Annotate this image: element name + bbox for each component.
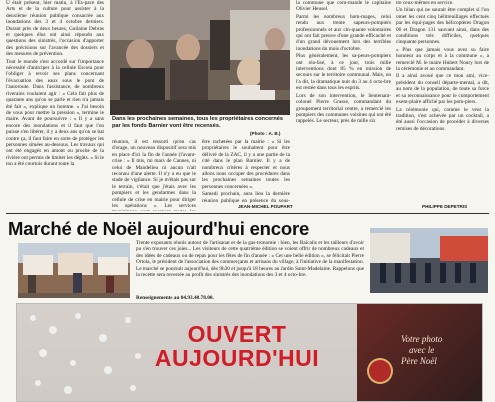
paragraph: Il a ainsi avoué que ce mon ami, vice-président du conseil départe-mental, a dit, au nom de la population, de toute sa force et sa reconnaissance pour le comportement exem-plaire affiché par les pom-piers. — [396, 73, 489, 106]
ad-image-area — [357, 304, 482, 401]
article-column-3 — [202, 139, 290, 203]
paragraph: La cérémonie qui, comme le veut la tradition, s'est achevée par un cocktail, a été aussi l'occasion de procéder à diverses remises de décorations. — [396, 106, 489, 132]
paragraph: Parmi les nombreux hom-mages, celui rendu aux trente sapeurs-pompiers professionnels et aux cin-quante volontaires qui ont fait preuve d'une grande efficacité et d'un grand dévouement lors des terribles inondations du mois d'octobre. — [296, 13, 391, 52]
paragraph: Un bilan qui ne saurait être complet si l'on omet les cent cinq hélitreuillages effectués par les équi-pages des hélicoptères Dragon 06 et Dragon 131 sauvant ainsi, dans des conditions très difficiles, quelques cinquante personnes. — [396, 7, 489, 46]
ad-subtitle-line3: Père Noël — [401, 356, 437, 366]
paragraph: Lors de son intervention, le lieutenant-colonel Pierre Grasse, commandant du groupement territorial centre, a remercié les pompiers des communes voisines qui ont été rappelés. Le secteur, près de mille six — [296, 92, 391, 125]
section-divider — [6, 213, 489, 214]
ad-subtitle-line1: Votre photo — [401, 334, 443, 344]
market-photo-left — [18, 243, 130, 298]
ad-title-line2: AUJOURD'HUI — [154, 345, 320, 371]
article-column-1 — [6, 0, 104, 212]
paragraph: Samedi prochain, aura lieu la dernière réunion publique en présence du sous- — [202, 191, 290, 203]
photo-credit: (Photo : A. B.) — [250, 131, 281, 136]
contact-info: Renseignements au 04.93.48.78.00. — [136, 295, 214, 301]
paragraph: « Plus que jamais vous avez su faire honneur au corps et à la commune », a remercié M. le maire Hubert Noury lors de la cérémonie et au commandant. — [396, 46, 489, 73]
market-stalls-photo — [18, 243, 130, 298]
market-contact — [136, 295, 364, 302]
ad-title-line1: OUVERT — [187, 321, 287, 347]
advertisement-banner — [16, 303, 483, 402]
paragraph: la commune que com-mande le capitaine Olivier Heusel. — [296, 0, 391, 13]
paragraph: U était présent, hier matin, à l'Es-pace des Arts et de la culture pour assister à la deuxième réunion publique consacrée aux inondations des 3 et 4 octobre derniers. Durant près de deux heures, Guilaine Debras et quelques élus ont ainsi répondu aux questions des sinistrés, l'occasion d'apporter des précisions sur l'avancée des dossiers et des mesures de prévention. — [6, 0, 104, 58]
paragraph: tre ceux-mêmes en service. — [396, 0, 454, 6]
firefighters-photo — [370, 228, 488, 293]
paragraph: être rachetées par la mairie : « Si les propriétaires le souhaitent pour être délivré de la ZAC, il y a une partie de la cité dans le plan Barnier. Il y a de nombreux critères à respecter et nous allons nous occuper des procédures dans les prochaines semaines toutes les personnes concernées ». — [202, 139, 290, 190]
article-column-2 — [112, 139, 196, 211]
gift-ornament-icon — [369, 360, 391, 382]
article-photo — [110, 0, 290, 115]
meeting-photo — [110, 0, 290, 115]
paragraph: Tout le monde s'est accordé sur l'importance nécessité d'anticiper à la cellule Escota pour l'obliger à revoir ses plans concernant l'évacuation des eaux sous le pont de l'autoroute. Dans l'assistance, de nombreux riverains voulaient agir : « Cela fait plus de quarante ans qu'on se parle et rien n'a jamais été fait », explique un homme. « J'ai besoin de vous pour mettre la pression », termine le maire. Avant de poursuivre : « Il y a sans encore des inondations et il faut que l'on puisse s'en libérer, il y a deux ans qu'on se bat contre ça, il faut faire en sorte de protéger les personnes situées au-dessous. Les travaux qui ont été engagés en amont ou proche de la rivière ont permis de limiter les dégâts. » Si le ton a été courtois durant toute la — [6, 58, 104, 168]
paragraph: Trente exposants réunis autour de l'artisanat et de la gas-tronomie : bien, les Baïcalis et les tailleurs d'avoir pu s'en trouver ces joies... Les visiteurs de cette quatrième édition se voient offrir de nombreux cadeaux et des idées de cadeaux ou de repas pour les fêtes de fin d'année : « Cet une belle édition », se félicitait Pierre Ortola, le président de l'association des commerçants et artisans du village, à l'initiative de la manifestation. Le marché se poursuit aujourd'hui, dès 9h30 et jusqu'à 18 heures au Jardin Saint-Madelaine. Rappelons que la recette sera reversée au profit des sinistrés des inondations des 3 et 4 octo-bre. — [136, 240, 364, 279]
market-article — [136, 240, 364, 294]
ad-subtitle-line2: avec le — [409, 345, 435, 355]
article-column-5 — [396, 0, 489, 203]
paragraph: Plus généralement, les sa-peurs-pompiers ont réa-lisé, à ce jour, trois mille interventions dont 85 % en mission de secours sur le territoire communal. Mais, on l'a dit, la dramatique nuit du 3 au 4 octo-bre est restée dans tous les esprits. — [296, 53, 391, 92]
market-photo-right — [370, 228, 488, 293]
byline: PHILIPPE DEPETRIS — [422, 204, 468, 209]
headline: Marché de Noël aujourd'hui encore — [8, 218, 310, 239]
paragraph: réunion, il est ressorti qu'en cas d'orage, un nouveau dispositif sera mis en place d'ici la fin de l'année (l'avant-crise : « Il mis, mi mars de Cannes, ni celui de Mandelieu ni aucun n'ait reconnu d'une alerte. Il n'y a eu que le stade de vigilance. Si je m'étais pas sur le terrain, c'était que j'étais avec les pompiers et les gendarmes dans la cellule de crise en mairie pour diriger les opérations ». Les services — [112, 139, 196, 210]
article-column-4 — [296, 0, 391, 212]
byline: JEAN-MICHEL POUPART — [238, 204, 293, 209]
photo-caption: Dans les prochaines semaines, tous les propriétaires concernés par les fonds Barnier vont être recensés. — [112, 116, 283, 129]
